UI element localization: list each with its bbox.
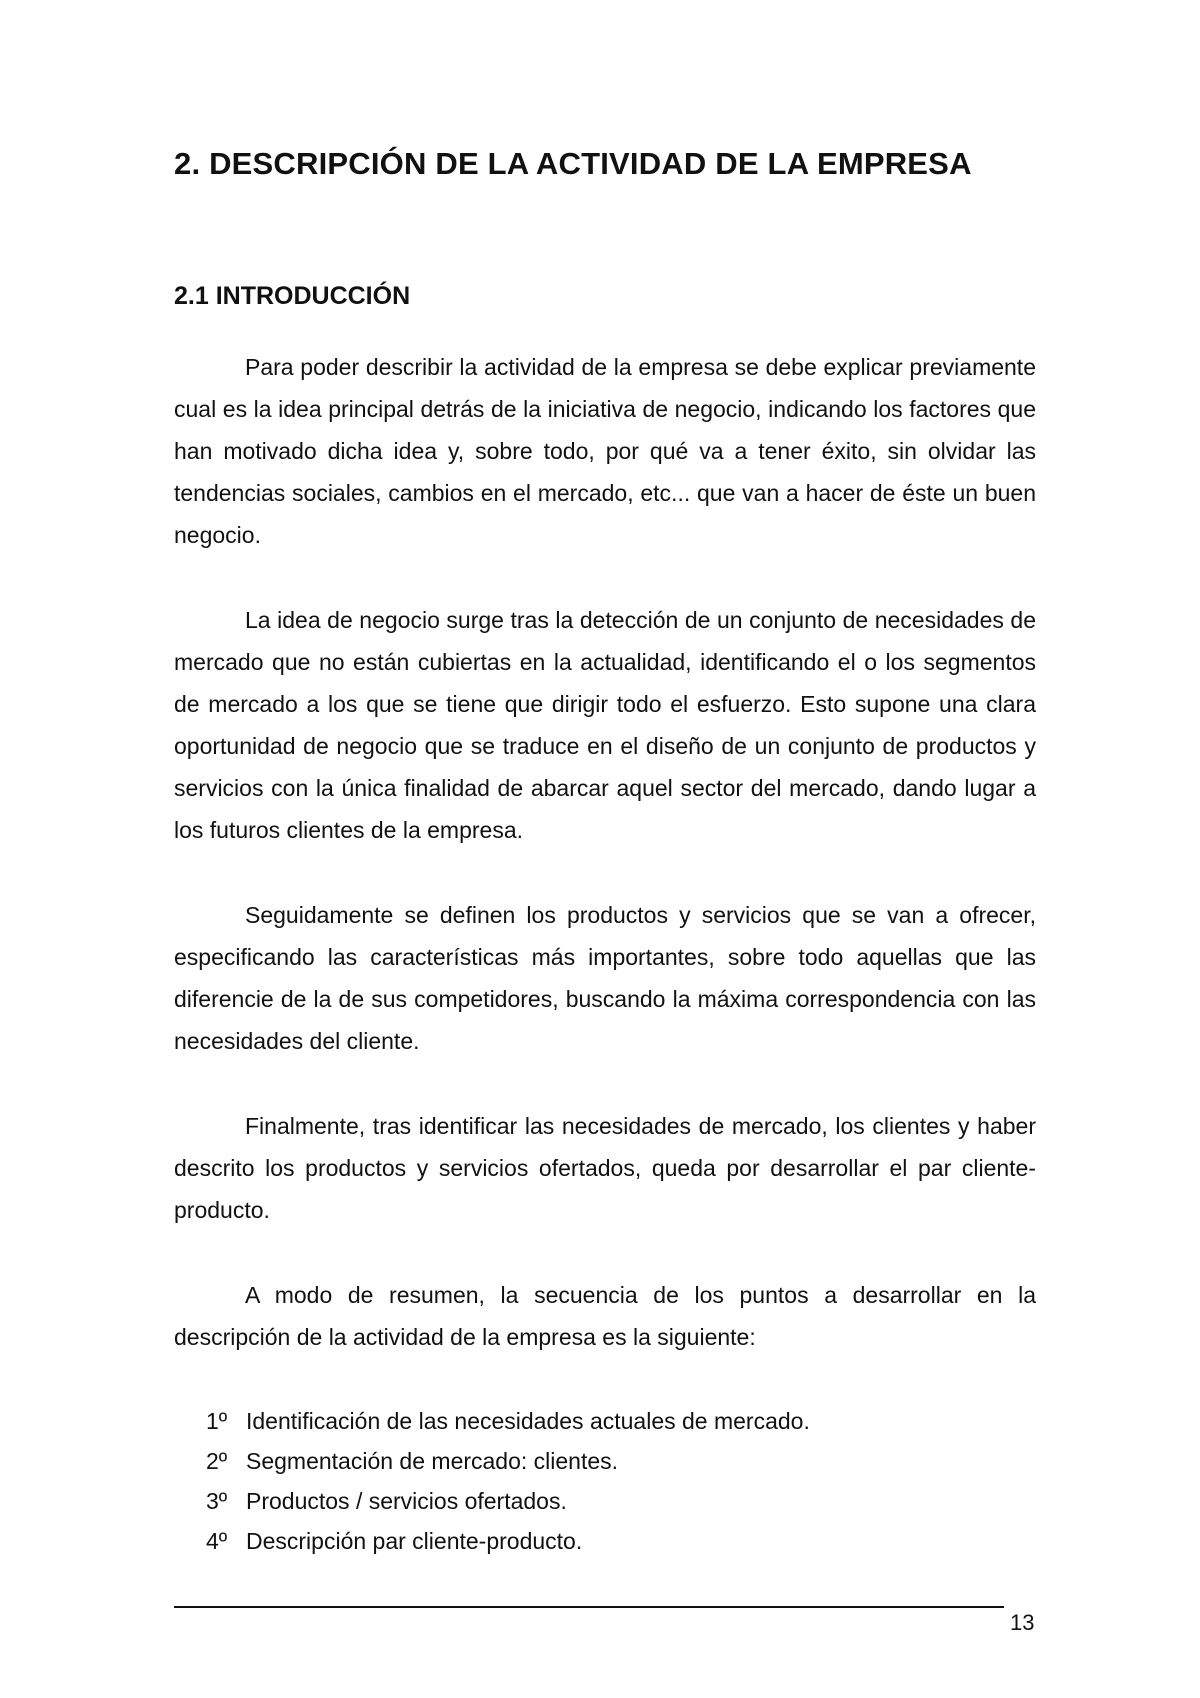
list-item-text: Productos / servicios ofertados.: [246, 1488, 567, 1514]
page-number: 13: [1010, 1610, 1035, 1635]
list-item-text: Segmentación de mercado: clientes.: [246, 1448, 619, 1474]
paragraph: Seguidamente se definen los productos y servicios que se van a ofrecer, especificando las características más importantes, sobre todo aquellas que las diferencie de la de sus competidores, buscando la máxima correspondencia con las necesidades del cliente.: [174, 902, 1036, 1054]
footer-rule: [174, 1606, 1004, 1608]
list-item-number: 2º: [206, 1448, 228, 1474]
list-item: [206, 1481, 1036, 1521]
paragraph: Para poder describir la actividad de la empresa se debe explicar previamente cual es la idea principal detrás de la iniciativa de negocio, indicando los factores que han motivado dicha idea y, sobre todo, por qué va a tener éxito, sin olvidar las tendencias sociales, cambios en el mercado, etc... que van a hacer de éste un buen negocio.: [174, 354, 1036, 548]
paragraph: Finalmente, tras identificar las necesidades de mercado, los clientes y haber descrito los productos y servicios ofertados, queda por desarrollar el par cliente-producto.: [174, 1113, 1036, 1223]
list-item-number: 4º: [206, 1528, 228, 1554]
list-item-text: Identificación de las necesidades actuales de mercado.: [246, 1408, 810, 1434]
list-item: [206, 1441, 1036, 1481]
list-item: [206, 1521, 1036, 1561]
list-item-number: 3º: [206, 1488, 228, 1514]
section-title: 2.1 INTRODUCCIÓN: [174, 282, 411, 310]
list-item-text: Descripción par cliente-producto.: [246, 1528, 583, 1554]
paragraph: A modo de resumen, la secuencia de los puntos a desarrollar en la descripción de la actividad de la empresa es la siguiente:: [174, 1282, 1036, 1350]
list-item: [206, 1401, 1036, 1441]
steps-list: [174, 1401, 1036, 1561]
chapter-title: 2. DESCRIPCIÓN DE LA ACTIVIDAD DE LA EMPRESA: [174, 146, 972, 181]
paragraph: La idea de negocio surge tras la detección de un conjunto de necesidades de mercado que no están cubiertas en la actualidad, identificando el o los segmentos de mercado a los que se tiene que dirigir todo el esfuerzo. Esto supone una clara oportunidad de negocio que se traduce en el diseño de un conjunto de productos y servicios con la única finalidad de abarcar aquel sector del mercado, dando lugar a los futuros clientes de la empresa.: [174, 607, 1036, 843]
list-item-number: 1º: [206, 1408, 228, 1434]
body-text: [174, 346, 1036, 1561]
